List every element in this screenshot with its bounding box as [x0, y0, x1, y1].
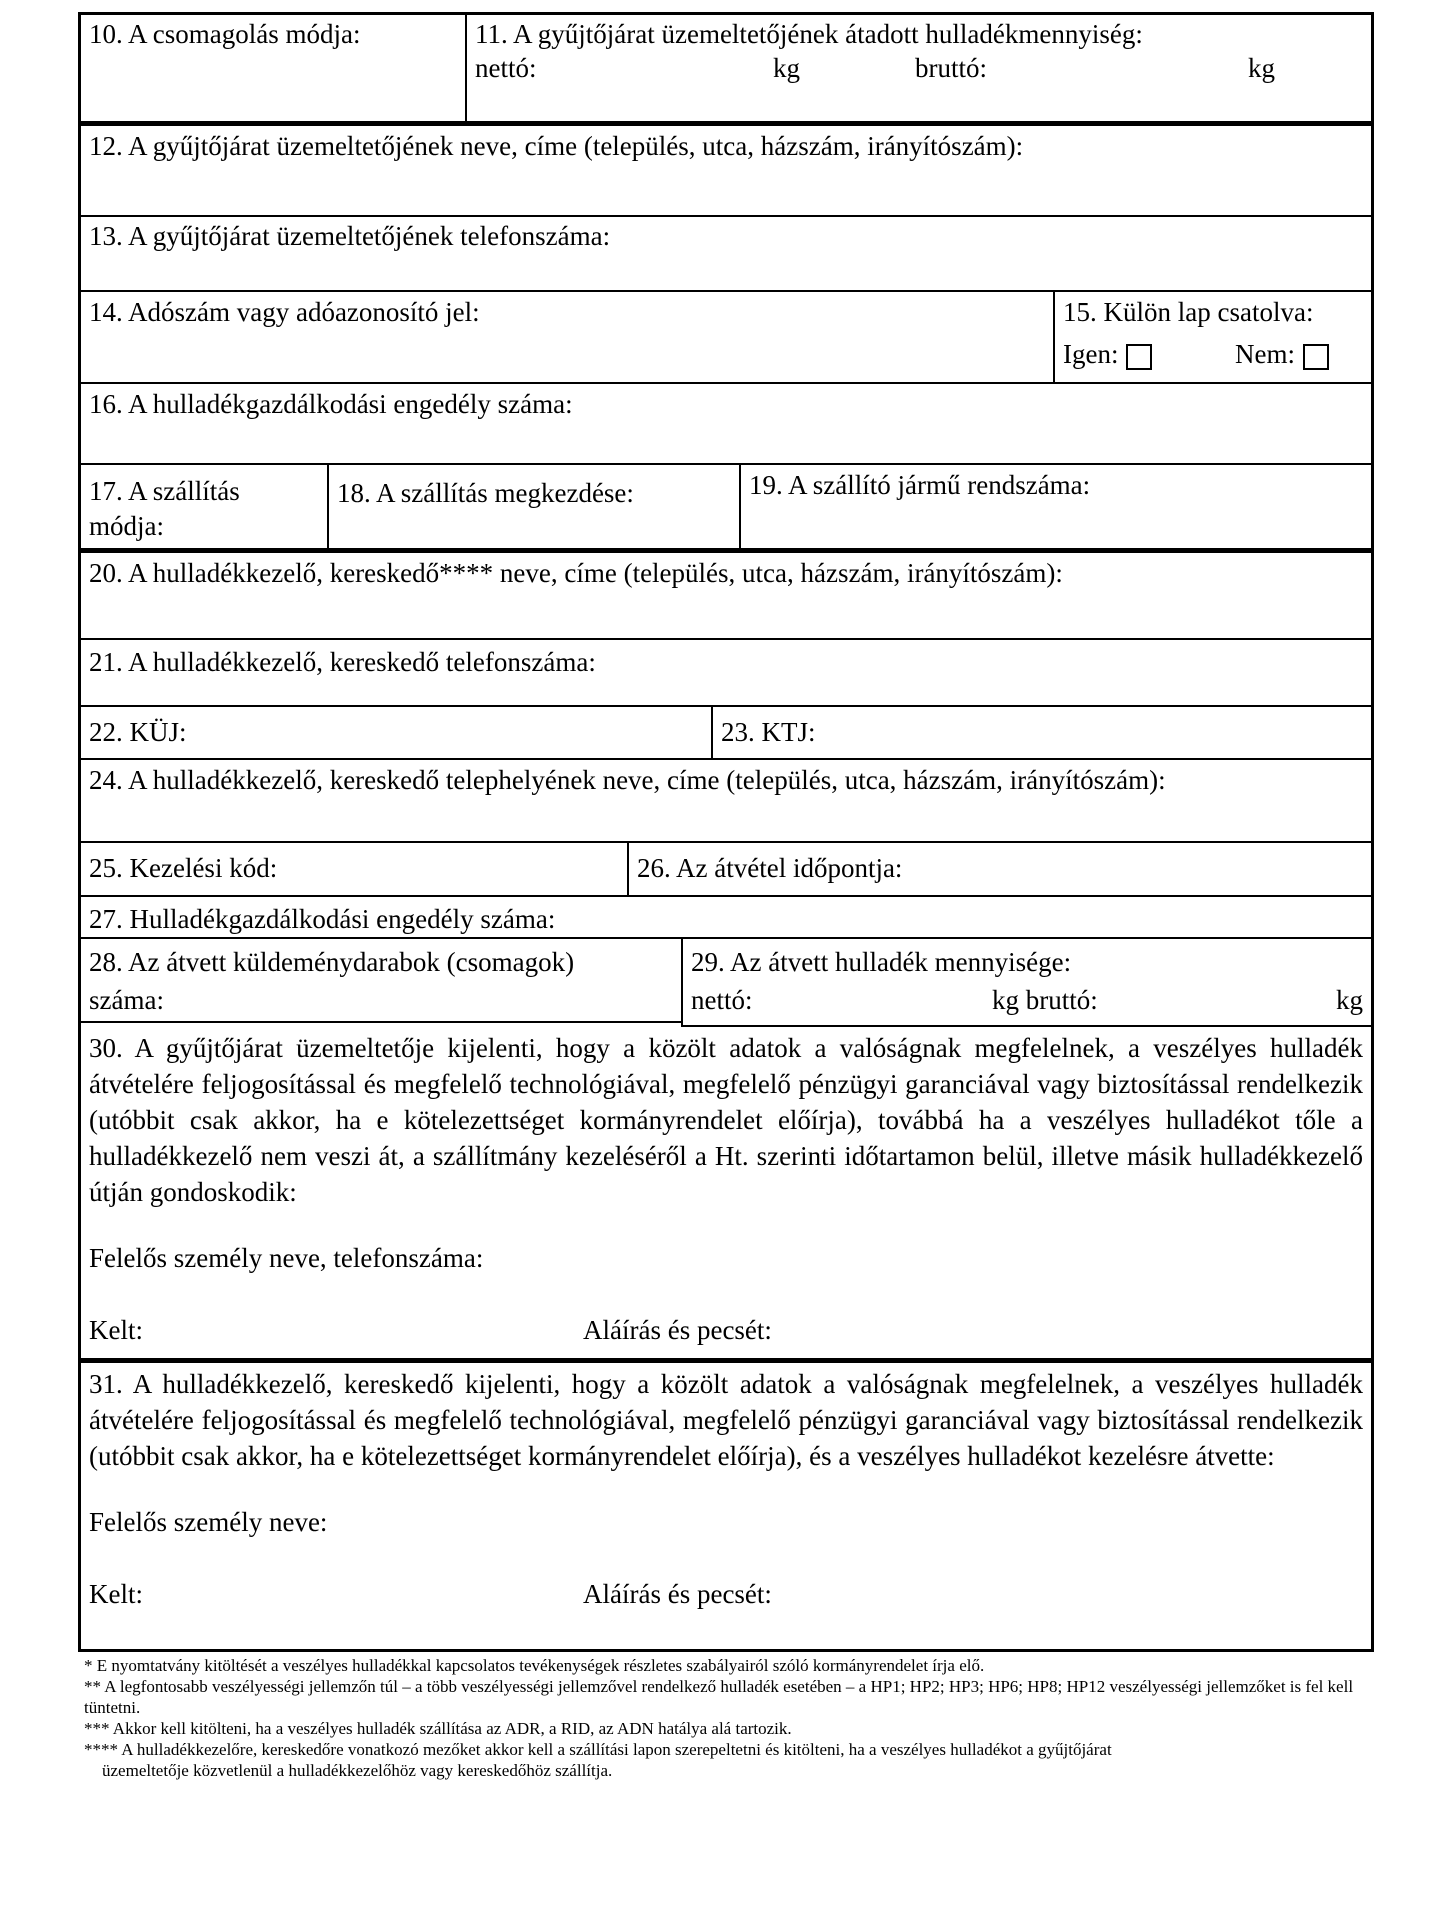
field-22-kuj[interactable]: [81, 713, 711, 758]
field-28-package-count[interactable]: [81, 941, 681, 1025]
field-30-date-label[interactable]: Kelt:: [89, 1315, 143, 1345]
divider: [81, 1358, 1371, 1363]
field-15-yes-label: Igen:: [1063, 339, 1119, 369]
divider: [81, 382, 1371, 384]
field-25-treatment-code[interactable]: [81, 849, 627, 895]
field-11-netto-label: nettó:: [475, 53, 537, 83]
divider: [81, 548, 1371, 553]
divider: [81, 463, 1371, 465]
divider: [81, 638, 1371, 640]
divider: [81, 937, 1371, 939]
divider: [81, 705, 1371, 707]
field-21-label: 21. A hulladékkezelő, kereskedő telefonszáma:: [89, 647, 596, 677]
field-18-transport-start[interactable]: [329, 466, 739, 548]
field-20-label: 20. A hulladékkezelő, kereskedő**** neve, címe (település, utca, házszám, irányítószám):: [89, 558, 1063, 588]
footnote-2: ** A legfontosabb veszélyességi jellemzőn túl – a több veszélyességi jellemzővel rendelkező hulladék esetében – a HP1; HP2; HP3; HP6; HP8; HP12 veszélyességi jellemzőket is fel kell tüntetni.: [84, 1677, 1354, 1717]
field-30-operator-declaration: [81, 1028, 1371, 1358]
field-29-received-quantity[interactable]: [683, 941, 1371, 1025]
field-29-brutto-unit: kg: [1336, 985, 1363, 1015]
field-17-label-line2: módja:: [89, 511, 164, 541]
field-19-label: 19. A szállító jármű rendszáma:: [749, 470, 1091, 500]
divider: [81, 290, 1371, 292]
field-11-label: 11. A gyűjtőjárat üzemeltetőjének átadott hulladékmennyiség:: [475, 19, 1143, 49]
waste-transport-form: [78, 12, 1374, 1652]
field-11-brutto-label: bruttó:: [915, 53, 987, 83]
field-12-operator-address[interactable]: [81, 127, 1371, 215]
field-12-label: 12. A gyűjtőjárat üzemeltetőjének neve, címe (település, utca, házszám, irányítószám):: [89, 131, 1024, 161]
field-26-label: 26. Az átvétel időpontja:: [637, 853, 903, 883]
field-23-ktj[interactable]: [713, 713, 1371, 758]
field-21-handler-phone[interactable]: [81, 643, 1371, 705]
field-15-no-option[interactable]: [1235, 337, 1329, 371]
field-24-site-address[interactable]: [81, 761, 1371, 841]
field-17-label-line1: 17. A szállítás: [89, 476, 240, 506]
divider: [681, 1025, 1371, 1027]
footnotes: [84, 1655, 1374, 1781]
field-15-label: 15. Külön lap csatolva:: [1063, 297, 1314, 327]
field-31-date-label[interactable]: Kelt:: [89, 1579, 143, 1609]
field-11-brutto-unit: kg: [1248, 53, 1275, 83]
field-11-quantity[interactable]: [467, 15, 1371, 121]
divider: [81, 121, 1371, 126]
field-25-label: 25. Kezelési kód:: [89, 853, 278, 883]
field-15-no-label: Nem:: [1235, 339, 1295, 369]
field-28-label-line2: száma:: [89, 985, 164, 1015]
field-27-label: 27. Hulladékgazdálkodási engedély száma:: [89, 904, 556, 934]
field-29-brutto-label: kg bruttó:: [992, 985, 1098, 1015]
field-22-label: 22. KÜJ:: [89, 717, 187, 747]
no-checkbox[interactable]: [1303, 344, 1329, 370]
field-24-label: 24. A hulladékkezelő, kereskedő telephelyének neve, címe (település, utca, házszám, irányítószám):: [89, 765, 1166, 795]
field-14-tax-number[interactable]: [81, 293, 1053, 382]
field-30-statement: 30. A gyűjtőjárat üzemeltetője kijelenti, hogy a közölt adatok a valóságnak megfelelnek, a veszélyes hulladék átvételére feljogosítással és megfelelő technológiával, megfelelő pénzügyi garanciával vagy biztosítással rendelkezik (utóbbit csak akkor, ha e kötelezettséget kormányrendelet előírja), továbbá ha a veszélyes hulladékot tőle a hulladékkezelő nem veszi át, a szállítmány kezeléséről a Ht. szerinti időtartamon belül, illetve másik hulladékkezelő útján gondoskodik:: [89, 1033, 1363, 1207]
field-18-label: 18. A szállítás megkezdése:: [337, 478, 634, 508]
field-31-handler-declaration: [81, 1364, 1371, 1649]
field-15-attachment: [1055, 293, 1371, 382]
field-10-label: 10. A csomagolás módja:: [89, 19, 361, 49]
field-13-operator-phone[interactable]: [81, 217, 1371, 290]
divider: [81, 841, 1371, 843]
field-10-packaging[interactable]: [81, 15, 465, 121]
field-23-label: 23. KTJ:: [721, 717, 816, 747]
field-29-label: 29. Az átvett hulladék mennyisége:: [691, 947, 1072, 977]
field-14-label: 14. Adószám vagy adóazonosító jel:: [89, 297, 480, 327]
field-13-label: 13. A gyűjtőjárat üzemeltetőjének telefonszáma:: [89, 221, 611, 251]
field-26-receipt-time[interactable]: [629, 849, 1371, 895]
field-31-signature-label[interactable]: Aláírás és pecsét:: [583, 1579, 772, 1609]
footnote-4: **** A hulladékkezelőre, kereskedőre vonatkozó mezőket akkor kell a szállítási lapon szerepeltetni és kitölteni, ha a veszélyes hulladékot a gyűjtőjárat: [84, 1740, 1112, 1759]
footnote-1: * E nyomtatvány kitöltését a veszélyes hulladékkal kapcsolatos tevékenységek részletes szabályairól szóló kormányrendelet írja elő.: [84, 1656, 985, 1675]
field-19-vehicle-plate[interactable]: [741, 466, 1371, 548]
field-17-transport-mode[interactable]: [81, 466, 327, 548]
field-31-statement: 31. A hulladékkezelő, kereskedő kijelenti, hogy a közölt adatok a valóságnak megfelelnek, a veszélyes hulladék átvételére feljogosítással és megfelelő technológiával, megfelelő pénzügyi garanciával vagy biztosítással rendelkezik (utóbbit csak akkor, ha e kötelezettséget kormányrendelet előírja), és a veszélyes hulladékot kezelésre átvette:: [89, 1369, 1363, 1471]
footnote-3: *** Akkor kell kitölteni, ha a veszélyes hulladék szállítása az ADR, a RID, az ADN hatálya alá tartozik.: [84, 1719, 792, 1738]
field-20-handler-address[interactable]: [81, 554, 1371, 638]
field-11-netto-unit: kg: [773, 53, 800, 83]
divider: [81, 758, 1371, 760]
field-29-netto-label: nettó:: [691, 985, 753, 1015]
field-16-label: 16. A hulladékgazdálkodási engedély száma:: [89, 389, 573, 419]
divider: [81, 1021, 683, 1023]
field-28-label-line1: 28. Az átvett küldeménydarabok (csomagok): [89, 947, 575, 977]
yes-checkbox[interactable]: [1126, 344, 1152, 370]
field-30-signature-label[interactable]: Aláírás és pecsét:: [583, 1315, 772, 1345]
field-31-responsible-person[interactable]: Felelős személy neve:: [89, 1507, 328, 1537]
field-30-responsible-person[interactable]: Felelős személy neve, telefonszáma:: [89, 1243, 484, 1273]
footnote-4-continuation: üzemeltetője közvetlenül a hulladékkezelőhöz vagy kereskedőhöz szállítja.: [102, 1761, 613, 1780]
field-15-yes-option[interactable]: [1063, 337, 1152, 371]
divider: [81, 895, 1371, 897]
field-16-permit-number[interactable]: [81, 385, 1371, 463]
field-27-permit-number[interactable]: [81, 900, 1371, 937]
